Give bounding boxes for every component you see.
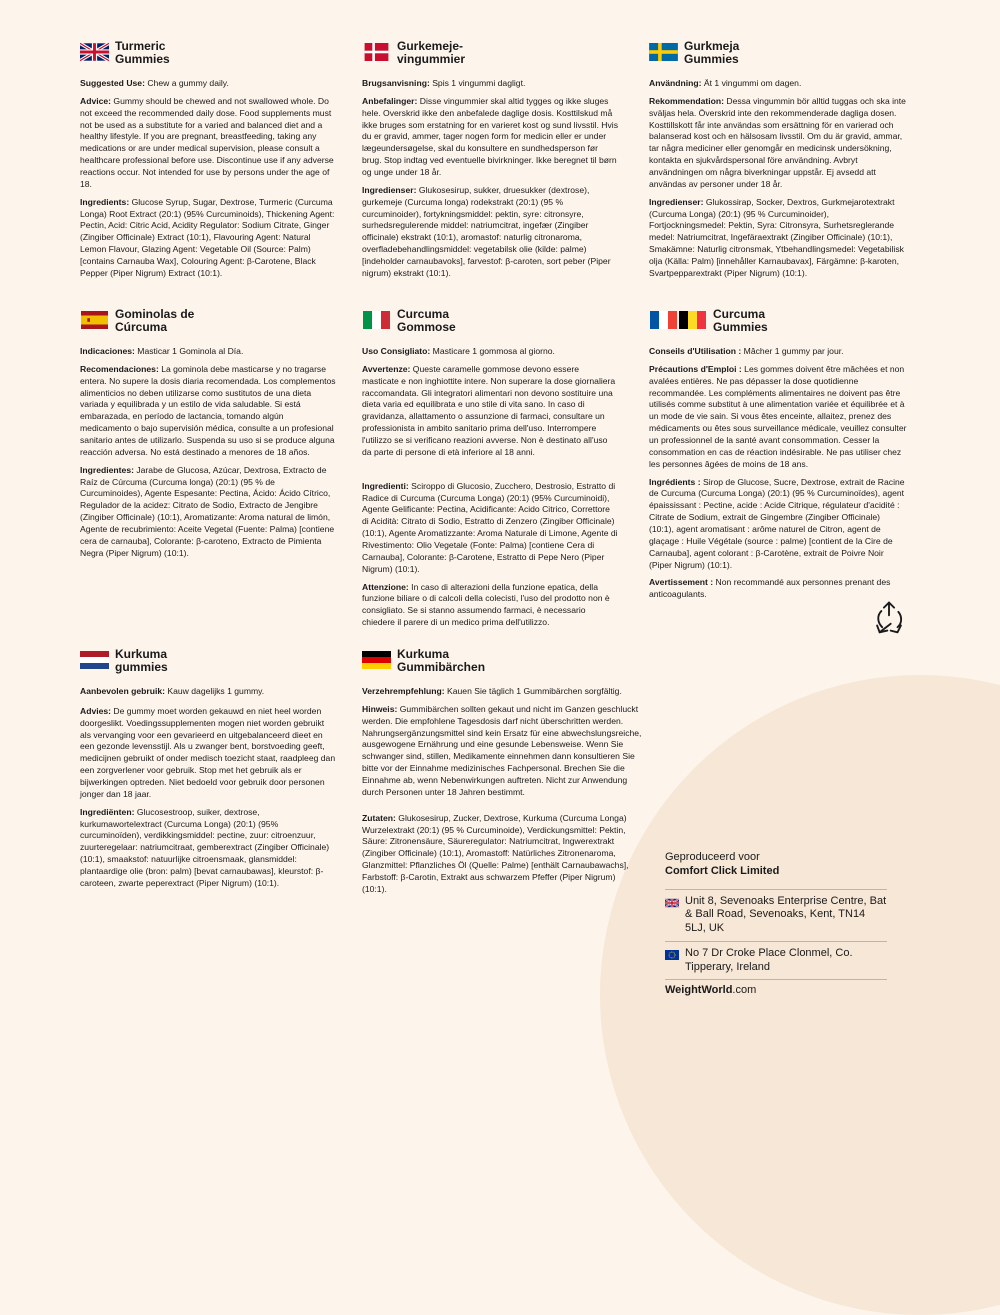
paragraph-text: Non recommandé aux personnes prenant des anticoagulants. (649, 577, 891, 600)
uk-address-row (665, 889, 887, 941)
panel-dutch (80, 648, 337, 896)
title-line: Gommose (397, 320, 456, 334)
panel-body (80, 686, 337, 890)
company-name: Comfort Click Limited (665, 864, 780, 877)
label-paragraph (362, 481, 618, 576)
italy-flag-icon (362, 311, 391, 329)
recycle-icon (872, 600, 906, 634)
panel-body (362, 686, 642, 896)
panel-title (115, 40, 170, 66)
ireland-address: No 7 Dr Croke Place Clonmel, Co. Tipperary, Ireland (685, 946, 853, 973)
label-paragraph (362, 704, 642, 799)
label-paragraph (649, 78, 907, 90)
paragraph-text: Gummy should be chewed and not swallowed whole. Do not exceed the recommended daily dose. Food supplements must not be used as a substitute for a varied and balanced diet and a healthy lifestyle. If you are pregnant, breastfeeding, taking any medications or are under medical supervision, please consult a healthcare professional before use. Discontinue use if any adverse reactions occur. Not intended for use by persons under the age of 18. (80, 95, 334, 189)
panel-body (80, 346, 337, 560)
paragraph-text: Ät 1 vingummi om dagen. (701, 78, 802, 88)
label-paragraph (362, 185, 618, 280)
panel-body (362, 346, 618, 629)
france-flag-icon (649, 311, 678, 329)
paragraph-text: Disse vingummier skal altid tygges og ikke sluges hele. Overskrid ikke den anbefalede daglige dosis. Kosttilskud må ikke bruges som erstatning for en varieret kost og sund livsstil. Hvis du er gravid, ammer, tager nogen form for medicin eller er under lægeundersøgelse, skal du konsultere en sundhedsperson før brug. Stop indtag ved eventuelle bivirkninger. Ikke beregnet til børn og unge under 18 år. (362, 95, 619, 178)
paragraph-text: La gominola debe masticarse y no tragarse entera. No supere la dosis diaria recomendada. Los complementos alimenticios no deben utilizarse como sustitutos de una dieta variada y equilibrada y un estilo de vida saludable. Si está embarazada, en período de lactancia, tomando algún medicamento o bajo supervisión médica, consulte a un profesional sanitario antes de utilizarlo. Suspenda su uso si se produce alguna reacción adversa. No está destinado a menores de 18 años. (80, 363, 336, 457)
label-paragraph (362, 582, 618, 629)
label-paragraph (80, 807, 337, 890)
label-paragraph (80, 96, 337, 191)
paragraph-text: Glukosesirup, Zucker, Dextrose, Kurkuma (Curcuma Longa) Wurzelextrakt (20:1) (95 % Curcuminoide), Verdickungsmittel: Pektin, Säure: Zitronensäure, Säureregulator: Natriumcitrat, Ingwerextrakt (Zingiber Officinale) (10:1), Aromastoff: Natürliches Zitronenaroma, Glanzmittel: Pflanzliches Öl (Quelle: Palme) [enthält Carnaubawachs], Farbstoff: β-Carotin, Extrakt aus schwarzem Pfeffer (Piper Nigrum) (10:1). (362, 812, 629, 894)
title-line: Gummies (713, 320, 768, 334)
website-tld: .com (732, 984, 757, 997)
label-paragraph (362, 813, 642, 896)
paragraph-text: Kauw dagelijks 1 gummy. (165, 686, 265, 696)
paragraph-label: Ingredienti: (362, 480, 409, 491)
paragraph-text: Glukosesirup, sukker, druesukker (dextrose), gurkemeje (Curcuma longa) rodekstrakt (20:1) (95 % curcuminoider), fortykningsmiddel: pektin, syre: citronsyre, surhedsregulerende middel: natriumcitrat, ingefær (Zingiber officinale) ekstrakt (10:1), aromastof: naturlig citronaroma, overfladebehandlingsmiddel: vegetabilsk olie (kilde: palme) [indeholder carnaubavoks], farvestof: β-caroten, sort peber (Piper nigrum) ekstrakt (10:1). (362, 184, 611, 278)
paragraph-text: Gummibärchen sollten gekaut und nicht im Ganzen geschluckt werden. Die empfohlene Tagesdosis darf nicht überschritten werden. Nahrungsergänzungsmittel sind kein Ersatz für eine abwechslungsreiche, ausgewogene Ernährung und eine gesunde Lebensweise. Wenn Sie schwanger sind, stillen, Medikamente einnehmen dann konsultieren Sie bitte vor der Einnahme medizinisches Fachpersonal. Brechen Sie die Einnahme ab, wenn Nebenwirkungen auftreten. Nicht zur Anwendung durch Personen unter 18 Jahren bestimmt. (362, 703, 642, 797)
label-paragraph (362, 96, 618, 179)
panel-spanish (80, 308, 337, 566)
title-line: Gummibärchen (397, 660, 486, 674)
ireland-address-row (665, 941, 887, 980)
paragraph-text: Masticare 1 gommosa al giorno. (430, 346, 555, 356)
label-paragraph (649, 96, 907, 191)
title-line: vingummier (397, 52, 466, 66)
panel-title (115, 648, 168, 674)
title-line: Gummies (115, 52, 170, 66)
paragraph-text: Spis 1 vingummi dagligt. (429, 78, 526, 88)
label-paragraph (80, 706, 337, 801)
panel-title (397, 308, 456, 334)
paragraph-label: Advies: (80, 705, 112, 716)
paragraph-label: Ingredienser: (649, 196, 704, 207)
title-line: Gummies (684, 52, 739, 66)
paragraph-label: Ingrédients : (649, 476, 701, 487)
paragraph-text: In caso di alterazioni della funzione epatica, della funzione biliare o di calcoli della colecisti, l'uso del prodotto non è consigliato. Se si stanno assumendo farmaci, è necessario chiedere il parere di un medico prima dell'utilizzo. (362, 581, 610, 628)
label-paragraph (649, 577, 907, 601)
paragraph-label: Uso Consigliato: (362, 346, 431, 356)
label-paragraph (649, 364, 907, 471)
paragraph-label: Brugsanvisning: (362, 78, 430, 88)
panel-body (362, 78, 618, 280)
company-address-block (665, 851, 887, 998)
label-paragraph (649, 346, 907, 358)
paragraph-label: Précautions d'Emploi : (649, 363, 742, 374)
produced-for-label: Geproduceerd voor (665, 851, 760, 863)
label-paragraph (80, 465, 337, 560)
paragraph-text: Glukossirap, Socker, Dextros, Gurkmejarotextrakt (Curcuma Longa) (20:1) (95 % Curcuminoider), Fortjockningsmedel: Pektin, Syra: Citronsyra, Surhetsreglerande medel: Natriumcitrat, Ingefäraextrakt (Zingiber Officinale) (10:1), Smakämne: Naturlig citronsmak, Ytbehandlingsmedel: Vegetabilisk olja (Källa: Palm) [innehåller Karnaubavax], Färgämne: β-karoten, Svartpepparextrakt (Piper Nigrum) (10:1). (649, 196, 904, 278)
paragraph-label: Ingredienser: (362, 184, 417, 195)
paragraph-text: Sirop de Glucose, Sucre, Dextrose, extrait de Racine de Curcuma (Curcuma Longa) (20:1) (95 % Curcuminoïdes), agent épaississant : Pectine, acide : Acide Citrique, régulateur d'acidité : Citrate de Sodium, extrait de Gingembre (Zingiber Officinale) (10:1), agent aromatisant : arôme naturel de Citron, agent de glaçage : Huile Végétale (source : palme) [contient de la Cire de Carnauba], agent colorant : β-Carotène, extrait de Poivre Noir (Piper Nigrum) (10:1). (649, 476, 905, 570)
paragraph-text: Les gommes doivent être mâchées et non avalées entières. Ne pas dépasser la dose quotidienne recommandée. Les compléments alimentaires ne doivent pas être utilisés comme substitut à une alimentation variée et équilibrée et à un mode de vie sain. Si vous êtes enceinte, allaitez, prenez des médicaments ou êtes sous surveillance médicale, veuillez consulter un professionnel de la santé avant consommation. Cesser la consommation en cas de réaction indésirable. Ne pas utiliser chez les personnes âgées de moins de 18 ans. (649, 363, 907, 469)
paragraph-text: Glucosestroop, suiker, dextrose, kurkumawortelextract (Curcuma Longa) (20:1) (95% curcuminoïden), verdikkingsmiddel: pectine, zuur: citroenzuur, zuurteregelaar: natriumcitraat, gemberextract (Zingiber Officinale) (10:1), smaakstof: natuurlijke citroensmaak, glansmiddel: plantaardige olie (bron: palm) [bevat carnaubawas], kleurstof: β-caroteen, zwarte peperextract (Piper Nigrum) (10:1). (80, 806, 330, 888)
panel-danish (362, 40, 618, 286)
panel-title (397, 648, 485, 674)
paragraph-label: Verzehrempfehlung: (362, 686, 445, 696)
label-paragraph (80, 346, 337, 358)
website-link[interactable] (665, 979, 887, 998)
paragraph-label: Indicaciones: (80, 346, 135, 356)
label-paragraph (80, 197, 337, 280)
panel-body (80, 78, 337, 280)
paragraph-text: Mâcher 1 gummy par jour. (741, 346, 844, 356)
panel-title (397, 40, 465, 66)
uk-flag-icon (665, 898, 679, 908)
paragraph-label: Ingredients: (80, 196, 130, 207)
panel-title (684, 40, 739, 66)
germany-flag-icon (362, 651, 391, 669)
paragraph-text: Dessa vingummin bör alltid tuggas och ska inte sväljas hela. Överskrid inte den rekommenderade dagliga dosen. Kosttillskott får inte användas som ersättning för en varierad och balanserad kost och en hälsosam livsstil. Om du är gravid, ammar, tar några mediciner eller genomgår en medicinsk undersökning, kontakta en sjukvårdspersonal före användning. Avbryt användningen om några biverkningar uppstår. Ej avsedd att användas av personer under 18 år. (649, 95, 906, 189)
panel-title (713, 308, 768, 334)
title-line: Cúrcuma (115, 320, 168, 334)
paragraph-label: Avvertenze: (362, 363, 411, 374)
netherlands-flag-icon (80, 651, 109, 669)
spain-flag-icon (80, 311, 109, 329)
paragraph-label: Attenzione: (362, 581, 409, 592)
title-line: Turmeric (115, 39, 166, 53)
website-name: WeightWorld (665, 984, 733, 997)
paragraph-label: Ingrediënten: (80, 806, 135, 817)
panel-german (362, 648, 642, 902)
paragraph-label: Aanbevolen gebruik: (80, 686, 165, 696)
label-paragraph (362, 346, 618, 358)
paragraph-label: Conseils d'Utilisation : (649, 346, 742, 356)
title-line: Curcuma (713, 307, 766, 321)
uk-address: Unit 8, Sevenoaks Enterprise Centre, Bat & Ball Road, Sevenoaks, Kent, TN14 5LJ, UK (685, 894, 887, 934)
title-line: Curcuma (397, 307, 450, 321)
paragraph-label: Rekommendation: (649, 95, 724, 106)
label-paragraph (80, 364, 337, 459)
paragraph-text: Glucose Syrup, Sugar, Dextrose, Turmeric (Curcuma Longa) Root Extract (20:1) (95% Curcuminoids), Thickening Agent: Pectin, Acid: Citric Acid, Acidity Regulator: Sodium Citrate, Ginger (Zingiber Officinale) Extract (10:1), Flavouring Agent: Natural Lemon Flavour, Glazing Agent: Vegetable Oil (Source: Palm) [contains Carnauba Wax], Colouring Agent: β-Carotene, Black Pepper (Piper Nigrum) Extract (10:1). (80, 196, 335, 278)
paragraph-text: De gummy moet worden gekauwd en niet heel worden doorgeslikt. Voedingssupplementen mogen niet worden gebruikt als vervanging voor een gevarieerd en uitgebalanceerd dieet en een gezonde levensstijl. Als u zwanger bent, borstvoeding geeft, medicijnen gebruikt of onder medisch toezicht staat, raadpleeg dan een zorgverlener voor gebruik. Stop met het gebruik als er bijwerkingen optreden. Niet bedoeld voor gebruik door personen jonger dan 18 jaar. (80, 705, 336, 799)
paragraph-text: Jarabe de Glucosa, Azúcar, Dextrosa, Extracto de Raíz de Cúrcuma (Curcuma longa) (20:1) (95 % de Curcuminoides), Agente Espesante: Pectina, Ácido: Ácido Cítrico, Regulador de la acidez: Citrato de Sodio, Extracto de Jengibre (Zingiber Officinale) (10:1), Aromatizante: Aroma natural de limón, Agente de recubrimiento: Aceite Vegetal (Fuente: Palma) [contiene cera de carnauba], Colorante: β-caroteno, Extracto de Pimienta Negra (Piper Nigrum) (10:1). (80, 464, 335, 558)
paragraph-label: Suggested Use: (80, 78, 145, 88)
title-line: Gominolas de (115, 307, 195, 321)
paragraph-text: Chew a gummy daily. (144, 78, 229, 88)
paragraph-label: Användning: (649, 78, 702, 88)
label-paragraph (80, 78, 337, 90)
panel-swedish (649, 40, 907, 286)
sweden-flag-icon (649, 43, 678, 61)
paragraph-text: Masticar 1 Gominola al Día. (134, 346, 244, 356)
label-paragraph (649, 477, 907, 572)
panel-italian (362, 308, 618, 635)
title-line: gummies (115, 660, 168, 674)
title-line: Gurkmeja (684, 39, 740, 53)
label-paragraph (649, 197, 907, 280)
uk-flag-icon (80, 43, 109, 61)
panel-body (649, 78, 907, 280)
paragraph-label: Ingredientes: (80, 464, 134, 475)
paragraph-text: Sciroppo di Glucosio, Zucchero, Destrosio, Estratto di Radice di Curcuma (Curcuma Longa) (20:1) (95% Curcuminoidi), Agente Gelificante: Pectina, Acidificante: Acido Citrico, Correttore di Acidità: Citrato di Sodio, Estratto di Zenzero (Zingiber Officinale) (10:1), Agente Aromatizzante: Aroma Naturale di Limone, Agente di Rivestimento: Olio Vegetale (Fonte: Palma) [contiene Cera di Carnauba], Colorante: β-Carotene, Estratto di Pepe Nero (Piper Nigrum) (10:1). (362, 480, 618, 574)
denmark-flag-icon (362, 43, 391, 61)
title-line: Kurkuma (397, 647, 450, 661)
paragraph-label: Zutaten: (362, 812, 396, 823)
panel-french (649, 308, 907, 607)
panel-body (649, 346, 907, 601)
paragraph-label: Anbefalinger: (362, 95, 418, 106)
paragraph-text: Queste caramelle gommose devono essere masticate e non inghiottite intere. Non superare la dose giornaliera raccomandata. Gli integratori alimentari non devono sostituire una dieta varia ed equilibrata e uno stile di vita sano. In caso di gravidanza, allattamento o assunzione di farmaci, consultare un professionista in ambito sanitario prima dell'uso. Interrompere l'utilizzo se si verificano reazioni avverse. Non è destinato all'uso da parte di persone di età inferiore al 18 anni. (362, 363, 616, 457)
eu-flag-icon (665, 950, 679, 960)
paragraph-label: Recomendaciones: (80, 363, 159, 374)
title-line: Gurkemeje- (397, 39, 464, 53)
paragraph-label: Hinweis: (362, 703, 398, 714)
label-paragraph (362, 686, 642, 698)
paragraph-text: Kauen Sie täglich 1 Gummibärchen sorgfältig. (444, 686, 622, 696)
label-paragraph (362, 364, 618, 459)
paragraph-label: Advice: (80, 95, 112, 106)
panel-title (115, 308, 194, 334)
belgium-flag-icon (678, 311, 707, 329)
title-line: Kurkuma (115, 647, 168, 661)
label-paragraph (362, 78, 618, 90)
paragraph-label: Avertissement : (649, 577, 714, 588)
label-paragraph (80, 686, 337, 698)
panel-english (80, 40, 337, 286)
